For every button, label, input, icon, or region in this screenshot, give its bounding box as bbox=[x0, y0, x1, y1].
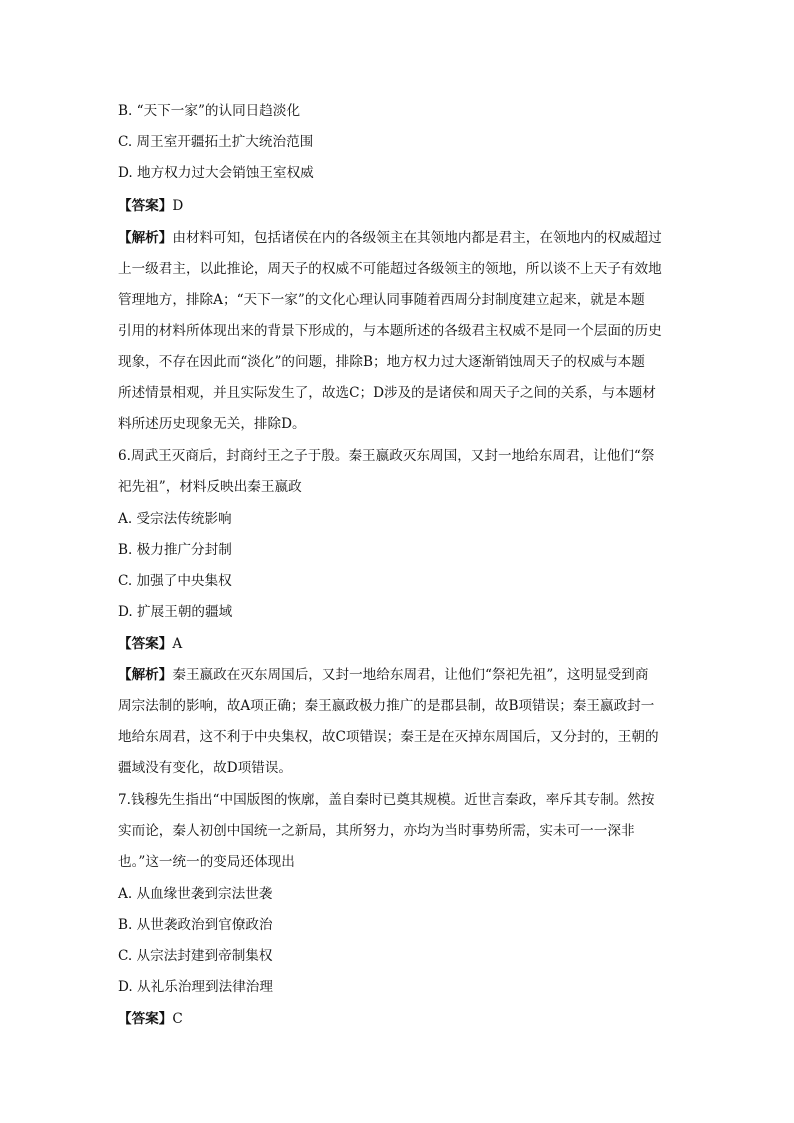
q5-analysis-label: 【解析】 bbox=[118, 230, 173, 246]
q6-answer bbox=[118, 634, 182, 654]
q6-answer-value: A bbox=[172, 636, 183, 652]
q7-option-c: C. 从宗法封建到帝制集权 bbox=[118, 948, 273, 964]
q5-answer bbox=[118, 196, 183, 216]
q5-analysis-line-7: 料所述历史现象无关，排除D。 bbox=[118, 416, 306, 432]
q6-option-b: B. 极力推广分封制 bbox=[118, 542, 232, 558]
q6-answer-label: 【答案】 bbox=[118, 636, 173, 652]
q6-stem-line-2: 祀先祖”，材料反映出秦王嬴政 bbox=[118, 479, 302, 495]
q5-analysis-line-3: 管理地方，排除A；“天下一家”的文化心理认同事随着西周分封制度建立起来，就是本题 bbox=[118, 292, 645, 308]
q7-option-d: D. 从礼乐治理到法律治理 bbox=[118, 979, 273, 995]
q5-analysis-line-4: 引用的材料所体现出来的背景下形成的，与本题所述的各级君主权威不是同一个层面的历史 bbox=[118, 323, 662, 339]
q5-option-d: D. 地方权力过大会销蚀王室权威 bbox=[118, 165, 314, 181]
q7-option-b: B. 从世袭政治到官僚政治 bbox=[118, 917, 273, 933]
q7-answer-label: 【答案】 bbox=[118, 1011, 173, 1027]
q5-option-c: C. 周王室开疆拓土扩大统治范围 bbox=[118, 134, 314, 150]
q6-analysis-line-2: 周宗法制的影响，故A项正确；秦王嬴政极力推广的是郡县制，故B项错误；秦王嬴政封一 bbox=[118, 698, 655, 714]
q5-analysis-line-6: 所述情景相观，并且实际发生了，故选C；D涉及的是诸侯和周天子之间的关系，与本题材 bbox=[118, 385, 656, 401]
q7-stem-line-3: 也。”这一统一的变局还体现出 bbox=[118, 854, 295, 870]
q7-option-a: A. 从血缘世袭到宗法世袭 bbox=[118, 886, 273, 902]
q5-answer-value: D bbox=[172, 198, 184, 214]
q6-stem-line-1: 6.周武王灭商后，封商纣王之子于殷。秦王嬴政灭东周国，又封一地给东周君，让他们“祭 bbox=[118, 448, 655, 464]
q6-analysis-line-1 bbox=[118, 665, 648, 685]
q7-stem-line-1: 7.钱穆先生指出“中国版图的恢廓，盖自秦时已奠其规模。近世言秦政，率斥其专制。然按 bbox=[118, 792, 655, 808]
q5-analysis-line-2: 上一级君主，以此推论，周天子的权威不可能超过各级领主的领地，所以谈不上天子有效地 bbox=[118, 261, 662, 277]
q6-option-c: C. 加强了中央集权 bbox=[118, 573, 232, 589]
q7-answer bbox=[118, 1009, 183, 1029]
q5-analysis-line-5: 现象，不存在因此而“淡化”的问题，排除B；地方权力过大逐渐销蚀周天子的权威与本题 bbox=[118, 354, 645, 370]
q6-option-a: A. 受宗法传统影响 bbox=[118, 511, 232, 527]
q6-analysis-line-3: 地给东周君，这不利于中央集权，故C项错误；秦王是在灭掉东周国后，又分封的，王朝的 bbox=[118, 729, 659, 745]
q5-analysis-line-1 bbox=[118, 228, 662, 248]
q7-stem-line-2: 实而论，秦人初创中国统一之新局，其所努力，亦均为当时事势所需，实未可一一深非 bbox=[118, 823, 635, 839]
q5-option-b: B. “天下一家”的认同日趋淡化 bbox=[118, 103, 301, 119]
q6-analysis-line-4: 疆域没有变化，故D项错误。 bbox=[118, 760, 293, 776]
q5-answer-label: 【答案】 bbox=[118, 198, 173, 214]
q7-answer-value: C bbox=[172, 1011, 183, 1027]
q6-analysis-label: 【解析】 bbox=[118, 667, 173, 683]
q6-analysis-text-1: 秦王嬴政在灭东周国后，又封一地给东周君，让他们“祭祀先祖”，这明显受到商 bbox=[172, 667, 649, 683]
q5-analysis-text-1: 由材料可知，包括诸侯在内的各级领主在其领地内都是君主，在领地内的权威超过 bbox=[172, 230, 662, 246]
q6-option-d: D. 扩展王朝的疆域 bbox=[118, 604, 233, 620]
